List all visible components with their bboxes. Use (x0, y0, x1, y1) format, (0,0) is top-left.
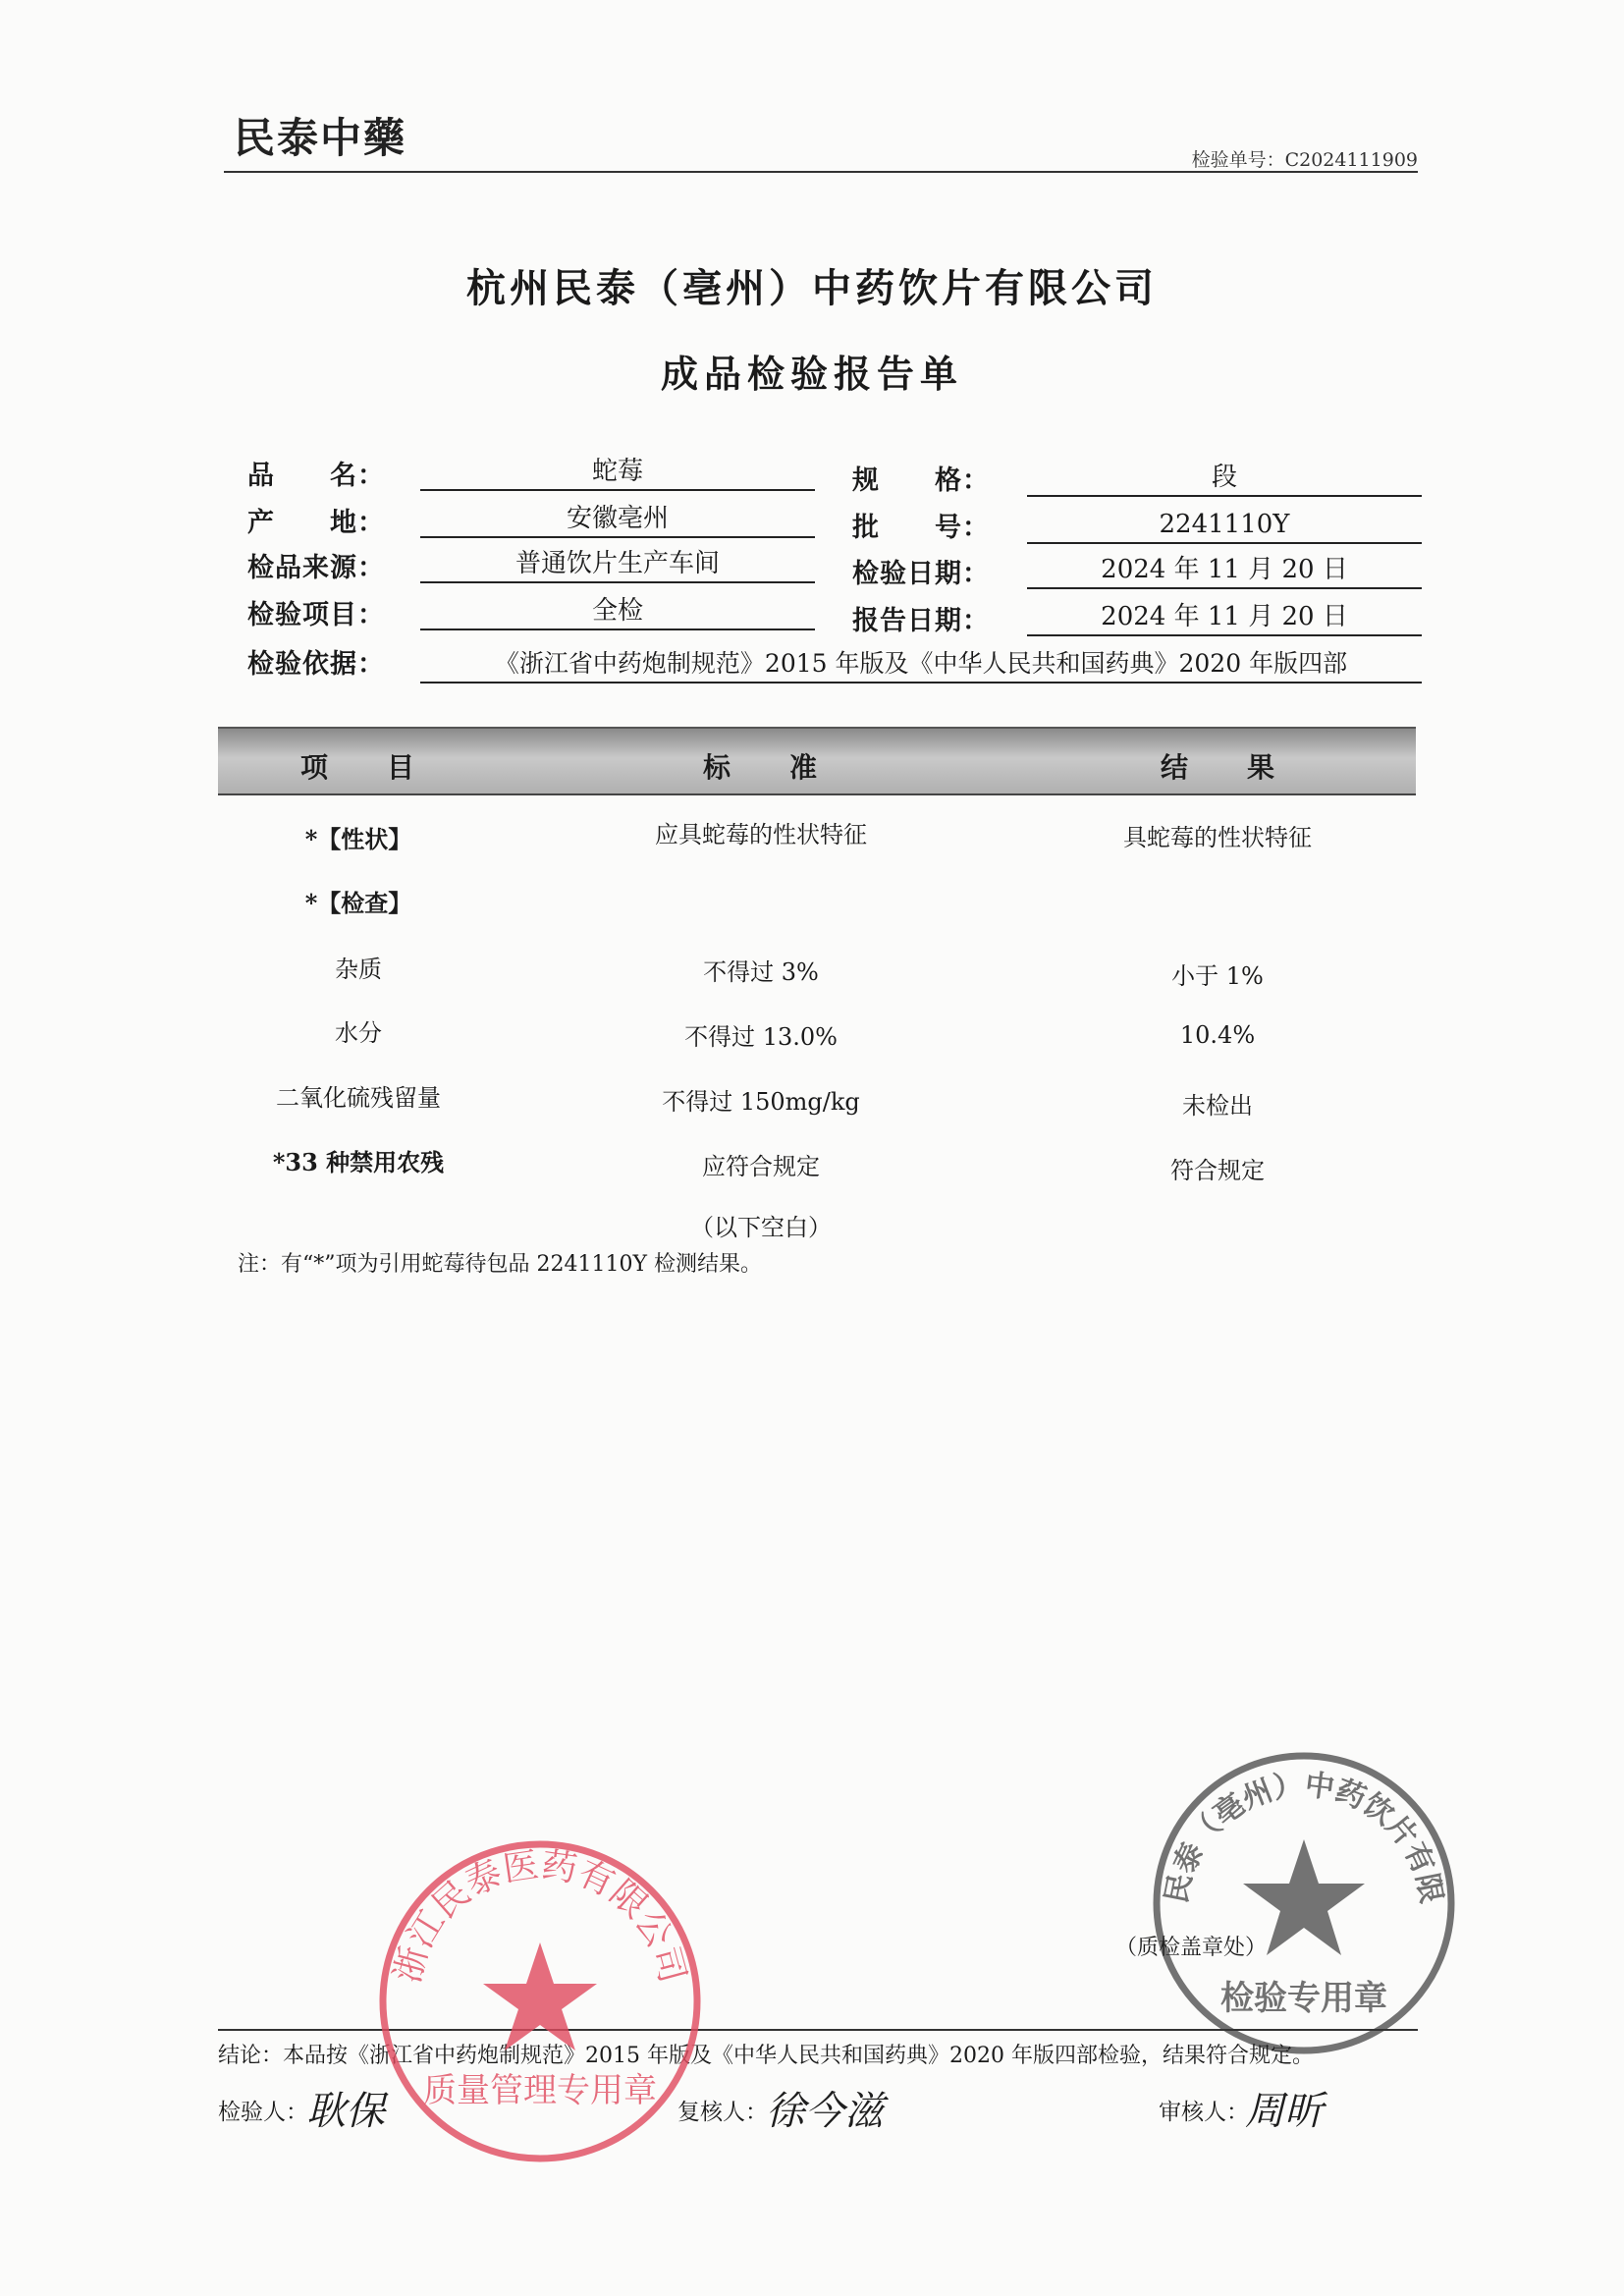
table-row-result: 未检出 (1182, 1092, 1253, 1120)
report-title: 成品检验报告单 (660, 352, 963, 396)
table-row-item: *【性状】 (304, 825, 412, 853)
batch-value: 2241110Y (1027, 507, 1422, 544)
item-value: 全检 (420, 593, 815, 630)
inspect-date-label: 检验日期： (852, 559, 990, 589)
spec-value: 段 (1027, 460, 1422, 497)
table-row-standard: 不得过 150mg/kg (662, 1088, 860, 1116)
star-icon (483, 1942, 597, 2050)
table-row-item: 杂质 (335, 956, 382, 983)
gray-stamp-text: 杭州民泰（亳州）中药饮片有限公司 (1132, 1720, 1449, 1907)
table-row-standard: 应具蛇莓的性状特征 (655, 821, 867, 848)
footnote: 注：有“*”项为引用蛇莓待包品 2241110Y 检测结果。 (238, 1252, 762, 1277)
red-stamp-inner: 质量管理专用章 (423, 2071, 657, 2110)
table-row-standard: 应符合规定 (702, 1153, 820, 1180)
table-row-standard: 不得过 3% (703, 958, 819, 986)
col-header-standard: 标 准 (703, 751, 834, 784)
origin-value: 安徽亳州 (420, 501, 815, 538)
stamp-area-note: （质检盖章处） (1115, 1936, 1268, 1960)
report-date-label: 报告日期： (852, 606, 990, 636)
approver-signature: 周昕 (1245, 2089, 1324, 2134)
blank-below-note: （以下空白） (690, 1214, 832, 1241)
company-name: 杭州民泰（亳州）中药饮片有限公司 (466, 265, 1158, 311)
origin-label: 产 地： (247, 508, 385, 538)
reviewer-label: 复核人： (677, 2100, 768, 2125)
table-row-result: 小于 1% (1171, 962, 1264, 990)
source-value: 普通饮片生产车间 (420, 546, 815, 583)
item-label: 检验项目： (247, 600, 385, 630)
table-row-item: 水分 (335, 1019, 382, 1047)
inspect-date-value: 2024 年 11 月 20 日 (1027, 552, 1422, 589)
name-value: 蛇莓 (420, 454, 815, 491)
red-stamp-text: 浙江民泰医药有限公司 (387, 1844, 693, 1988)
table-row-result: 10.4% (1179, 1021, 1256, 1049)
report-date-value: 2024 年 11 月 20 日 (1027, 599, 1422, 636)
table-row-result: 符合规定 (1170, 1157, 1265, 1184)
col-header-result: 结 果 (1161, 751, 1291, 784)
inspector-label: 检验人： (218, 2100, 308, 2125)
approver-label: 审核人： (1159, 2100, 1249, 2125)
conclusion: 结论：本品按《浙江省中药炮制规范》2015 年版及《中华人民共和国药典》2020 年版四部检验，结果符合规定。 (218, 2044, 1314, 2068)
name-label: 品 名： (247, 461, 385, 491)
spec-label: 规 格： (852, 465, 990, 496)
quality-stamp (373, 1834, 707, 2168)
header-rule (224, 171, 1418, 173)
table-row-result: 具蛇莓的性状特征 (1123, 824, 1312, 851)
inspection-stamp (1132, 1720, 1461, 2060)
col-header-item: 项 目 (300, 751, 431, 784)
reviewer-signature: 徐今滋 (766, 2089, 884, 2134)
gray-stamp-inner: 检验专用章 (1220, 1979, 1387, 2018)
table-row-item: *33 种禁用农残 (272, 1148, 445, 1176)
batch-label: 批 号： (852, 513, 990, 543)
svg-text:杭州民泰（亳州）中药饮片有限公司 (1132, 1720, 1448, 1906)
basis-value: 《浙江省中药炮制规范》2015 年版及《中华人民共和国药典》2020 年版四部 (420, 646, 1422, 683)
source-label: 检品来源： (247, 553, 385, 583)
basis-label: 检验依据： (247, 649, 385, 680)
table-row-standard: 不得过 13.0% (684, 1023, 838, 1051)
company-logo: 民泰中藥 (234, 114, 407, 162)
inspection-number: 检验单号：C2024111909 (1191, 149, 1418, 171)
table-row-item: *【检查】 (304, 889, 412, 917)
inspector-signature: 耿保 (306, 2089, 385, 2134)
table-row-item: 二氧化硫残留量 (276, 1084, 441, 1112)
